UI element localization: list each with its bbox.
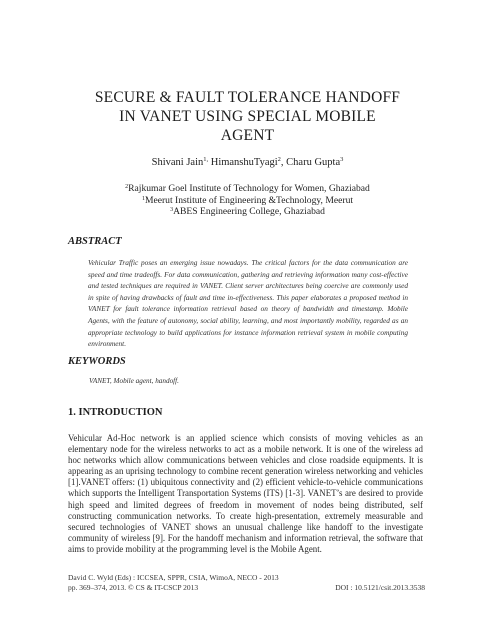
title-line-1: SECURE & FAULT TOLERANCE HANDOFF	[94, 89, 401, 106]
affiliation-2-text: Meerut Institute of Engineering &Technology, Meerut	[144, 194, 354, 206]
affiliation-3-text: ABES Engineering College, Ghaziabad	[173, 206, 325, 217]
affiliation-list	[60, 183, 435, 218]
introduction-body: Vehicular Ad-Hoc network is an applied science which consists of moving vehicles as an elementary node for the wireless networks to act as a mobile network. It is one of the wireless ad hoc networks which allow communications between vehicles and close roadside equipments. It is appearing as an uprising technology to combine recent generation wireless networking and vehicles [1].VANET offers: (1) ubiquitous connectivity and (2) efficient vehicle-to-vehicle communications which supports the Intelligent Transportation Systems (ITS) [1-3]. VANET’s are desired to provide high speed and limited degrees of freedom in movement of nodes being distributed, self constructing communication networks. To create high-presentation, extremely measurable and secured technologies of VANET shows an unusual challenge like handoff to the investigate community of wireless [9]. For the handoff mechanism and information retrieval, the software that aims to provide mobility at the programming level is the Mobile Agent.	[68, 433, 423, 554]
paper-title	[60, 88, 435, 145]
author-2-affil-marker: 2	[277, 156, 281, 163]
affiliation-1	[60, 183, 435, 195]
author-2: HimanshuTyagi	[208, 157, 278, 168]
affiliation-1-text: Rajkumar Goel Institute of Technology for Women, Ghaziabad	[128, 183, 370, 194]
abstract-body: Vehicular Traffic poses an emerging issue nowadays. The critical factors for the data communication are speed and time tradeoffs. For data communication, gathering and retrieving information many cost-effective and tested techniques are required in VANET. Client server architectures being coercive are commonly used in spite of having drawbacks of fault and time in-effectiveness. This paper elaborates a proposed method in VANET for fault tolerance information retrieval based on theory of bandwidth and timestamp. Mobile Agents, with the feature of autonomy, social ability, learning, and most importantly mobility, regarded as an appropriate technology to build applications for instance information retrieval system in mobile computing environment.	[88, 258, 408, 349]
footer-pages: pp. 369–374, 2013. © CS & IT-CSCP 2013	[68, 583, 199, 592]
footer-citation	[68, 573, 279, 593]
footer-editors: David C. Wyld (Eds) : ICCSEA, SPPR, CSIA, WimoA, NECO - 2013	[68, 573, 279, 582]
title-line-3: AGENT	[220, 127, 275, 144]
footer-doi: DOI : 10.5121/csit.2013.3538	[335, 583, 425, 592]
abstract-heading	[68, 236, 122, 247]
affiliation-1-marker: 2	[125, 184, 129, 190]
abstract-heading-text: ABSTRACT	[68, 236, 122, 247]
affiliation-2-marker: 1	[141, 195, 145, 202]
keywords-heading	[68, 356, 126, 367]
title-line-2: IN VANET USING SPECIAL MOBILE	[119, 108, 376, 125]
author-3-affil-marker: 3	[340, 156, 344, 163]
affiliation-3-marker: 3	[170, 207, 174, 213]
affiliation-2	[60, 195, 435, 207]
author-1: Shivani Jain	[151, 157, 204, 168]
author-3: , Charu Gupta	[280, 157, 341, 168]
author-1-affil-marker: 1,	[203, 156, 209, 163]
introduction-heading	[68, 407, 163, 418]
author-list	[60, 157, 435, 168]
affiliation-3	[60, 206, 435, 218]
introduction-heading-text: 1. INTRODUCTION	[68, 407, 163, 418]
keywords-heading-text: KEYWORDS	[68, 356, 126, 367]
keywords-body: VANET, Mobile agent, handoff.	[89, 377, 179, 385]
